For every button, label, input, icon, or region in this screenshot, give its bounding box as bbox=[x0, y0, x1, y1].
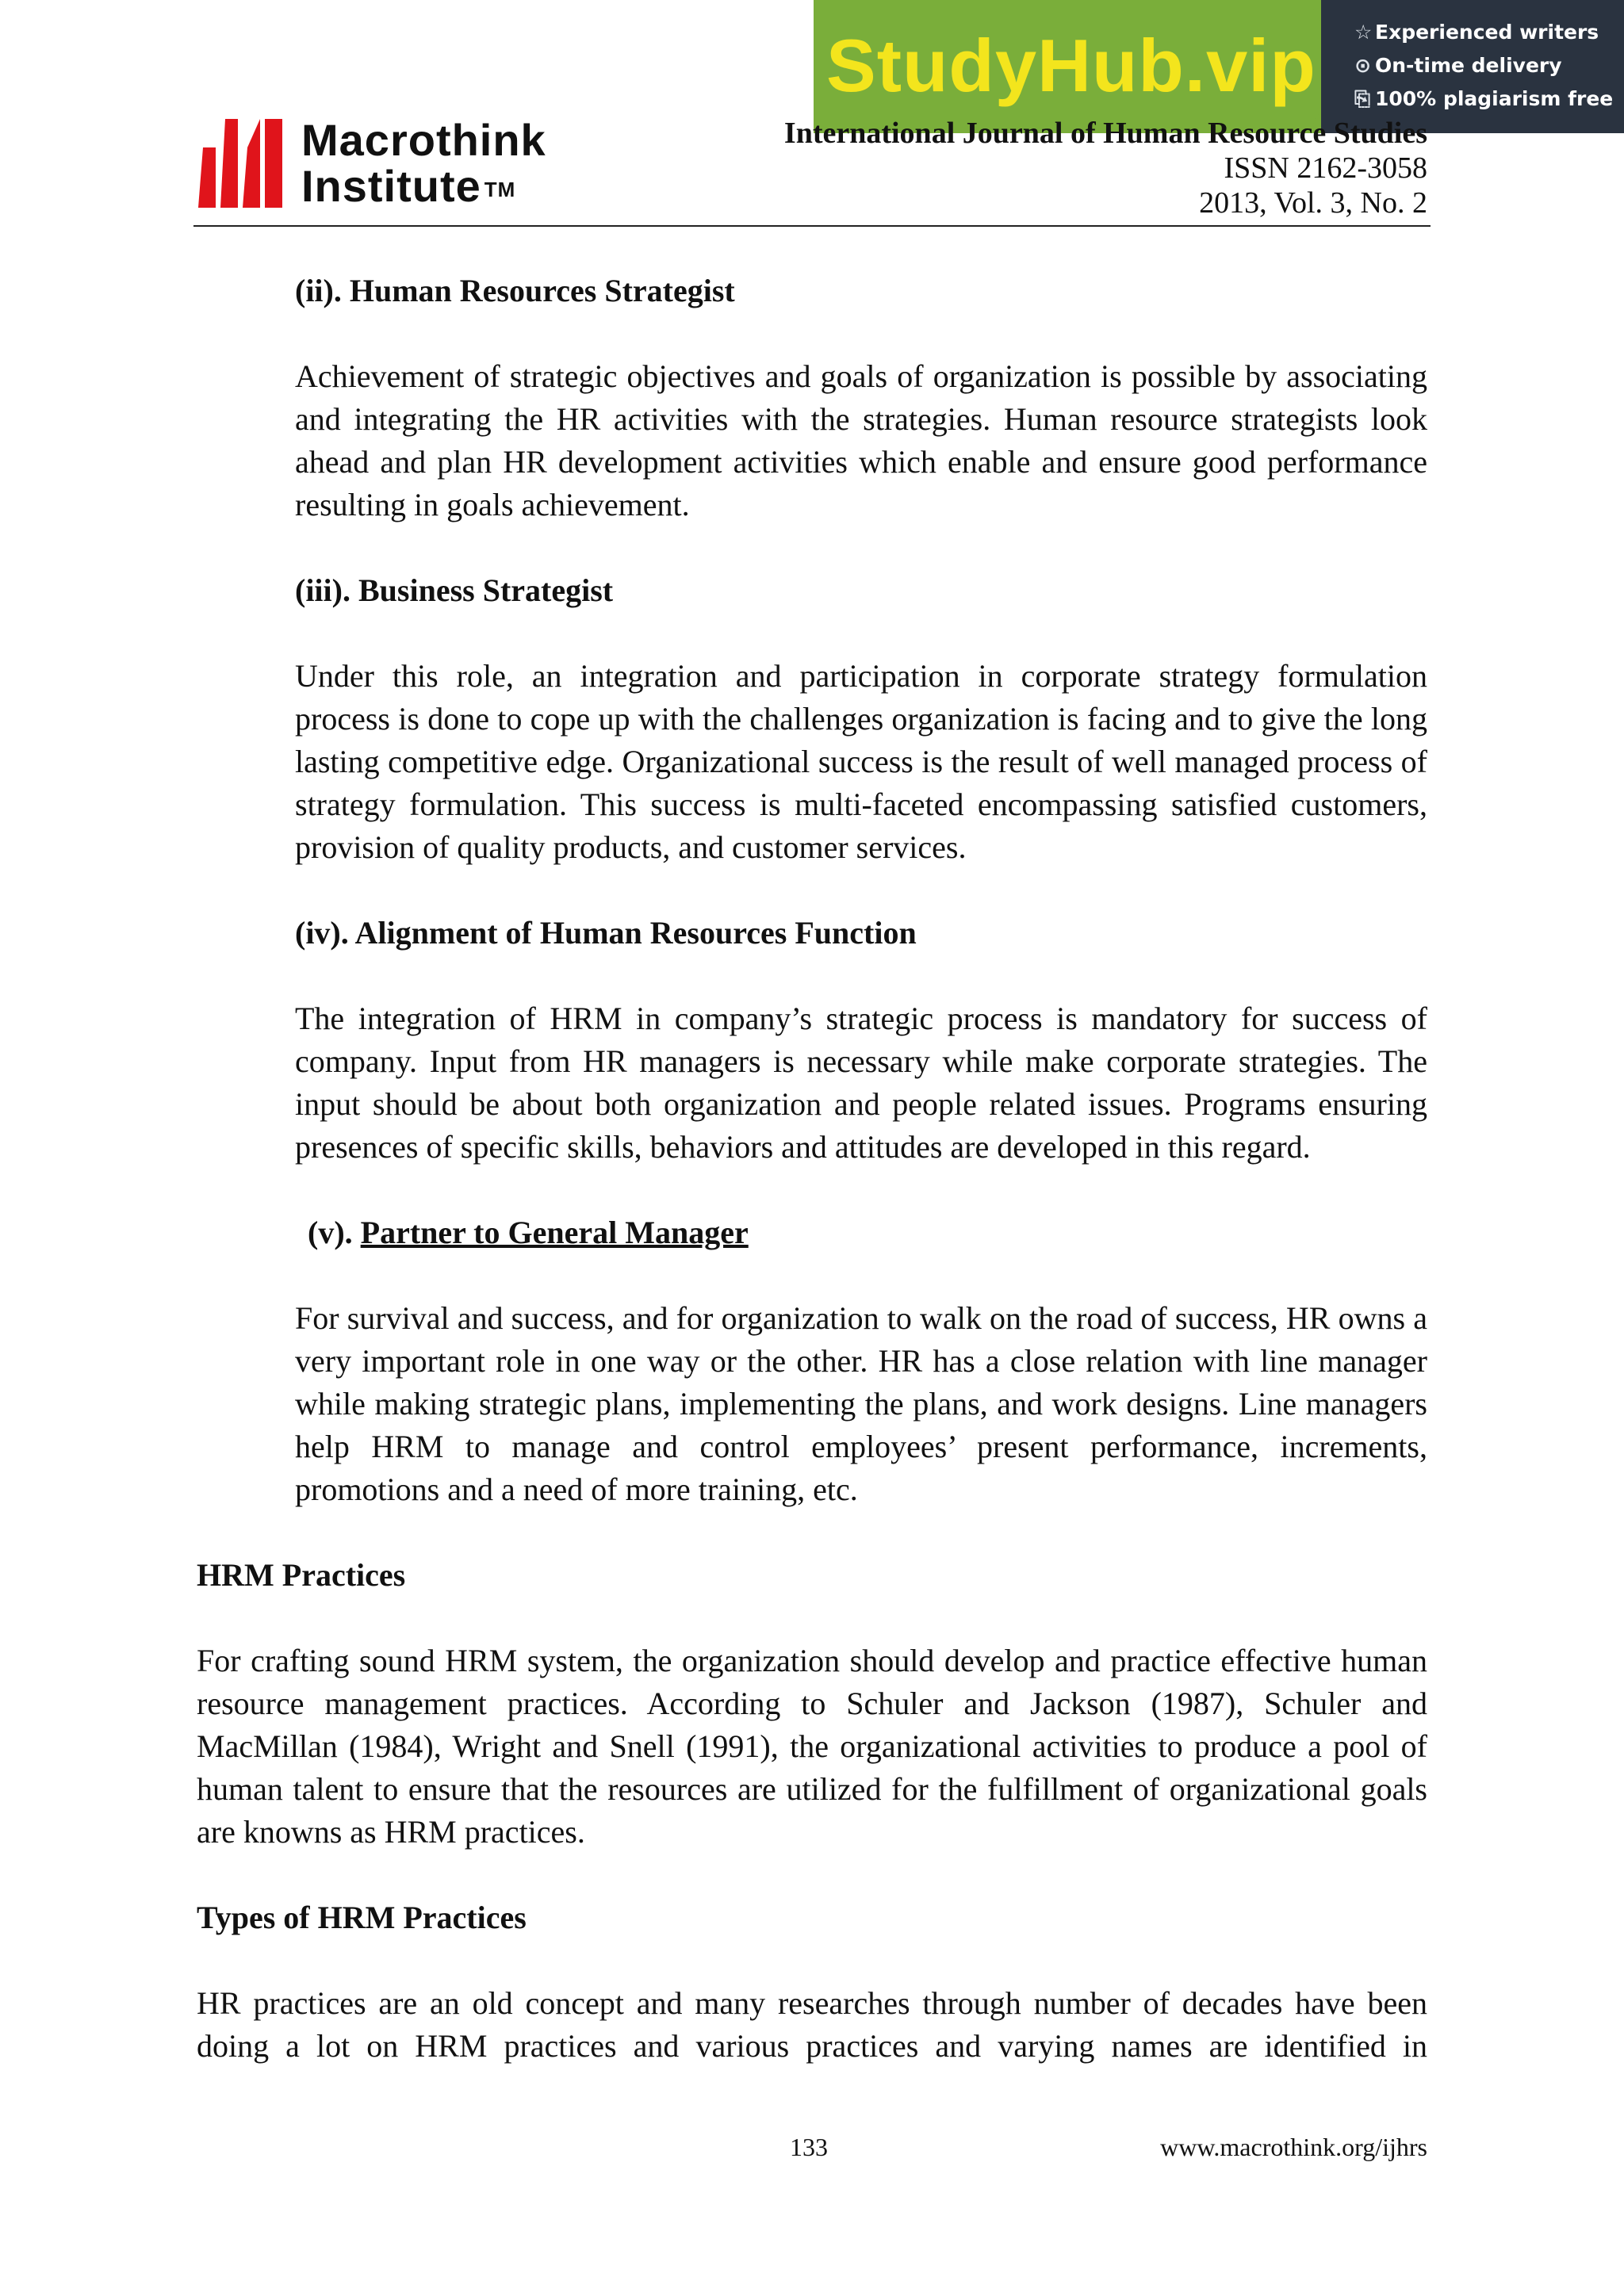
ad-feature-delivery: ⊙ On-time delivery bbox=[1354, 54, 1562, 77]
logo-line-2: Institute ™ bbox=[301, 161, 516, 211]
section-paragraph: HR practices are an old concept and many researches through number of decades have been doing a lot on HRM practices and various practices and varying names are identified in bbox=[197, 1985, 1427, 2064]
section-hrm-practices bbox=[197, 1554, 1427, 1854]
section-paragraph: For crafting sound HRM system, the organization should develop and practice effective human resource management practices. According to Schuler and Jackson (1987), Schuler and MacMillan (1984), Wright and Snell (1991), the organizational activities to produce a pool of human talent to ensure that the resources are utilized for the fulfillment of organizational goals are knowns as HRM practices. bbox=[197, 1643, 1427, 1850]
page-number: 133 bbox=[790, 2133, 828, 2161]
section-paragraph: Under this role, an integration and participation in corporate strategy formulation process is done to cope up with the challenges organization is facing and to give the long lasting competitive edge. Organizational success is the result of well managed process of strategy formulation. This success is multi-faceted encompassing satisfied customers, provision of quality products, and customer services. bbox=[295, 658, 1427, 865]
section-heading: (iv). Alignment of Human Resources Function bbox=[295, 915, 917, 951]
section-paragraph: Achievement of strategic objectives and goals of organization is possible by associating and integrating the HR activities with the strategies. Human resource strategists look ahead and plan HR development activities which enable and ensure good performance resulting in goals achievement. bbox=[295, 358, 1427, 522]
section-heading: (iii). Business Strategist bbox=[295, 572, 614, 608]
section-heading: Types of HRM Practices bbox=[197, 1900, 527, 1935]
section-heading: HRM Practices bbox=[197, 1557, 406, 1593]
section-business-strategist bbox=[295, 569, 1427, 869]
journal-info bbox=[784, 116, 1427, 220]
journal-issn: ISSN 2162-3058 bbox=[1224, 151, 1427, 185]
section-heading: (v). Partner to General Manager bbox=[308, 1215, 749, 1250]
page-body bbox=[197, 270, 1427, 2110]
section-alignment-hr-function bbox=[295, 912, 1427, 1169]
footer-url[interactable]: www.macrothink.org/ijhrs bbox=[1160, 2133, 1427, 2161]
document-check-icon: ⎘ bbox=[1354, 87, 1371, 110]
ad-feature-plagiarism: ⎘ 100% plagiarism free bbox=[1354, 87, 1614, 110]
journal-title: International Journal of Human Resource Studies bbox=[783, 117, 1427, 150]
section-partner-general-manager bbox=[295, 1211, 1427, 1511]
section-hr-strategist bbox=[295, 270, 1427, 526]
header-divider bbox=[193, 225, 1431, 227]
ad-banner[interactable] bbox=[814, 0, 1624, 133]
section-paragraph: The integration of HRM in company’s strategic process is mandatory for success of company. Input from HR managers is necessary while make corporate strategies. The input should be about both organization and people related issues. Programs ensuring presences of specific skills, behaviors and attitudes are developed in this regard. bbox=[295, 1001, 1427, 1165]
trademark: TM bbox=[484, 178, 516, 201]
ad-feature-writers: ☆ Experienced writers bbox=[1354, 21, 1599, 44]
section-types-hrm-practices bbox=[197, 1896, 1427, 2068]
section-heading: (ii). Human Resources Strategist bbox=[295, 273, 735, 308]
publisher-logo bbox=[198, 116, 626, 211]
logo-line-1: Macrothink bbox=[301, 115, 546, 165]
ad-brand-name[interactable]: StudyHub.vip bbox=[826, 24, 1316, 107]
clock-icon: ⊙ bbox=[1354, 54, 1371, 77]
underlined-title: Partner to General Manager bbox=[360, 1215, 749, 1250]
star-outline-icon: ☆ bbox=[1354, 21, 1373, 44]
section-paragraph: For survival and success, and for organization to walk on the road of success, HR owns a very important role in one way or the other. HR has a close relation with line manager while making strategic plans, implementing the plans, and work designs. Line managers help HRM to manage and control employees’ present performance, increments, promotions and a need of more training, etc. bbox=[295, 1300, 1427, 1507]
macrothink-m-icon bbox=[198, 116, 292, 208]
journal-issue: 2013, Vol. 3, No. 2 bbox=[1199, 186, 1427, 220]
logo-wordmark bbox=[301, 117, 546, 209]
